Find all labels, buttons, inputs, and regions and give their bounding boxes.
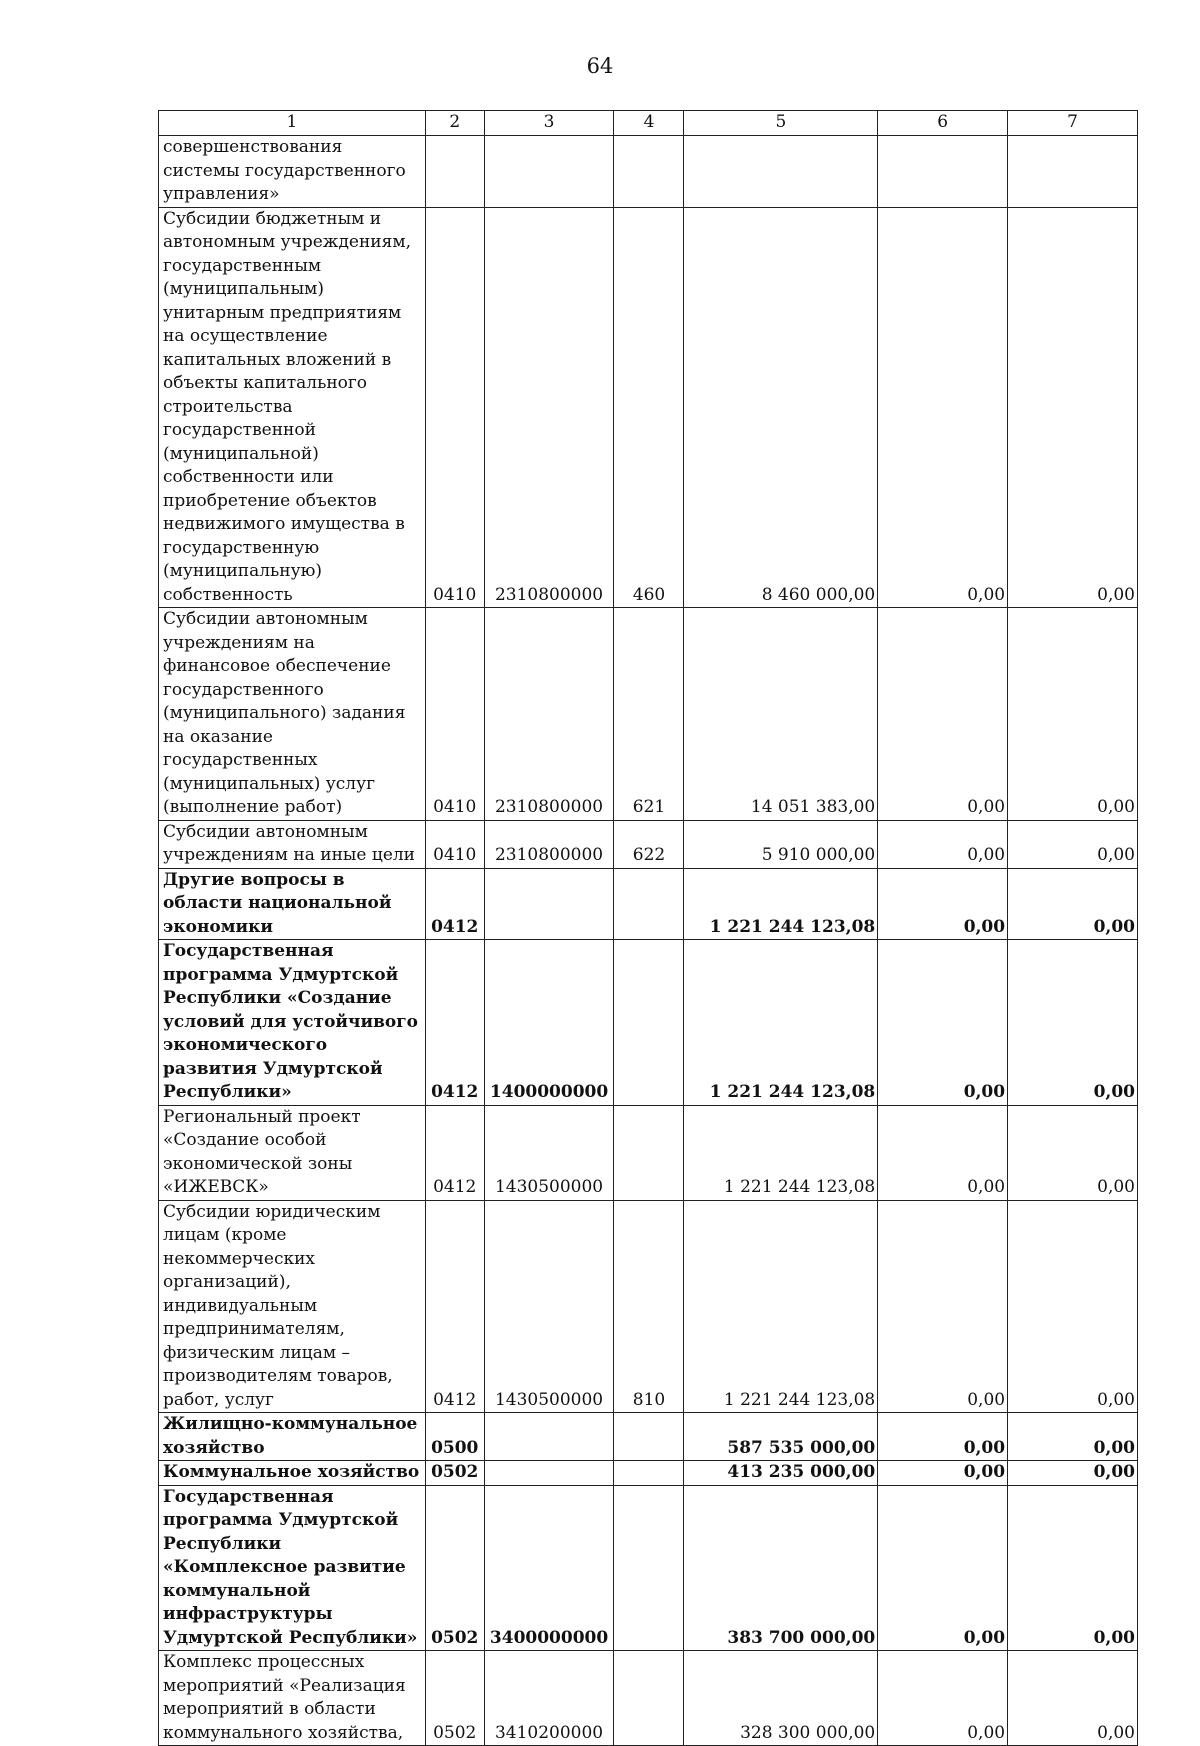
amount-cell: 0,00 [1008,1485,1138,1651]
section-code-cell [425,136,484,208]
amount-cell: 0,00 [1008,1413,1138,1461]
amount-cell [878,136,1008,208]
target-article-cell: 1430500000 [484,1200,614,1413]
amount-cell: 0,00 [878,207,1008,608]
table-row [159,1461,1138,1486]
section-code-cell: 0500 [425,1413,484,1461]
row-name-cell: Жилищно-коммунальное хозяйство [159,1413,426,1461]
column-header: 2 [425,111,484,136]
section-code-cell: 0502 [425,1461,484,1486]
expense-type-cell [614,1413,684,1461]
amount-cell: 0,00 [1008,1105,1138,1200]
row-name-cell: Комплекс процессных мероприятий «Реализация мероприятий в области коммунального хозяйства, [159,1651,426,1746]
row-name-cell: совершенствования системы государственного управления» [159,136,426,208]
column-number-row [159,111,1138,136]
table-row [159,820,1138,868]
section-code-cell: 0412 [425,1200,484,1413]
amount-cell: 0,00 [878,1200,1008,1413]
row-name-cell: Субсидии автономным учреждениям на иные цели [159,820,426,868]
row-name-cell: Региональный проект «Создание особой экономической зоны «ИЖЕВСК» [159,1105,426,1200]
column-header: 5 [684,111,878,136]
section-code-cell: 0412 [425,868,484,940]
section-code-cell: 0412 [425,1105,484,1200]
amount-cell: 0,00 [1008,1651,1138,1746]
expense-type-cell [614,1651,684,1746]
amount-cell: 0,00 [1008,207,1138,608]
amount-cell: 0,00 [1008,868,1138,940]
row-name-cell: Субсидии автономным учреждениям на финансовое обеспечение государственного (муниципального) задания на оказание государственных (муниципальных) услуг (выполнение работ) [159,608,426,821]
target-article-cell: 2310800000 [484,608,614,821]
row-name-cell: Другие вопросы в области национальной экономики [159,868,426,940]
column-header: 7 [1008,111,1138,136]
row-name-cell: Государственная программа Удмуртской Республики «Создание условий для устойчивого экономического развития Удмуртской Республики» [159,940,426,1106]
amount-cell: 1 221 244 123,08 [684,1200,878,1413]
amount-cell: 0,00 [1008,1461,1138,1486]
expense-type-cell: 621 [614,608,684,821]
amount-cell: 8 460 000,00 [684,207,878,608]
amount-cell: 0,00 [1008,940,1138,1106]
amount-cell: 383 700 000,00 [684,1485,878,1651]
amount-cell: 0,00 [878,1485,1008,1651]
table-row [159,1105,1138,1200]
target-article-cell: 3400000000 [484,1485,614,1651]
amount-cell [684,136,878,208]
expense-type-cell: 460 [614,207,684,608]
amount-cell [1008,136,1138,208]
section-code-cell: 0410 [425,207,484,608]
section-code-cell: 0410 [425,608,484,821]
amount-cell: 413 235 000,00 [684,1461,878,1486]
table-row [159,1651,1138,1746]
amount-cell: 0,00 [878,1651,1008,1746]
section-code-cell: 0412 [425,940,484,1106]
page-number: 64 [586,54,614,78]
amount-cell: 5 910 000,00 [684,820,878,868]
amount-cell: 1 221 244 123,08 [684,868,878,940]
amount-cell: 0,00 [1008,820,1138,868]
row-name-cell: Субсидии бюджетным и автономным учреждениям, государственным (муниципальным) унитарным предприятиям на осуществление капитальных вложений в объекты капитального строительства государственной (муниципальной) собственности или приобретение объектов недвижимого имущества в государственную (муниципальную) собственность [159,207,426,608]
row-name-cell: Государственная программа Удмуртской Республики «Комплексное развитие коммунальной инфраструктуры Удмуртской Республики» [159,1485,426,1651]
amount-cell: 1 221 244 123,08 [684,940,878,1106]
table-row [159,608,1138,821]
table-row [159,1200,1138,1413]
target-article-cell: 3410200000 [484,1651,614,1746]
amount-cell: 0,00 [878,868,1008,940]
amount-cell: 0,00 [878,940,1008,1106]
expense-type-cell [614,868,684,940]
expense-type-cell [614,940,684,1106]
target-article-cell [484,868,614,940]
table-row [159,1413,1138,1461]
amount-cell: 0,00 [878,820,1008,868]
expense-type-cell [614,1105,684,1200]
table-row [159,1485,1138,1651]
section-code-cell: 0502 [425,1485,484,1651]
expense-type-cell: 810 [614,1200,684,1413]
expense-type-cell [614,1461,684,1486]
row-name-cell: Коммунальное хозяйство [159,1461,426,1486]
column-header: 1 [159,111,426,136]
table-row [159,207,1138,608]
expense-type-cell: 622 [614,820,684,868]
expense-type-cell [614,1485,684,1651]
section-code-cell: 0502 [425,1651,484,1746]
column-header: 6 [878,111,1008,136]
column-header: 3 [484,111,614,136]
column-header: 4 [614,111,684,136]
table-row [159,868,1138,940]
target-article-cell: 1400000000 [484,940,614,1106]
budget-table [158,110,1138,1746]
target-article-cell: 1430500000 [484,1105,614,1200]
amount-cell: 1 221 244 123,08 [684,1105,878,1200]
section-code-cell: 0410 [425,820,484,868]
target-article-cell [484,136,614,208]
amount-cell: 0,00 [878,1461,1008,1486]
amount-cell: 14 051 383,00 [684,608,878,821]
row-name-cell: Субсидии юридическим лицам (кроме некоммерческих организаций), индивидуальным предпринимателям, физическим лицам – производителям товаров, работ, услуг [159,1200,426,1413]
amount-cell: 0,00 [1008,608,1138,821]
target-article-cell [484,1413,614,1461]
table-row [159,940,1138,1106]
table-row [159,136,1138,208]
amount-cell: 0,00 [878,1105,1008,1200]
amount-cell: 0,00 [1008,1200,1138,1413]
target-article-cell: 2310800000 [484,820,614,868]
target-article-cell [484,1461,614,1486]
amount-cell: 587 535 000,00 [684,1413,878,1461]
amount-cell: 0,00 [878,1413,1008,1461]
target-article-cell: 2310800000 [484,207,614,608]
expense-type-cell [614,136,684,208]
amount-cell: 0,00 [878,608,1008,821]
amount-cell: 328 300 000,00 [684,1651,878,1746]
